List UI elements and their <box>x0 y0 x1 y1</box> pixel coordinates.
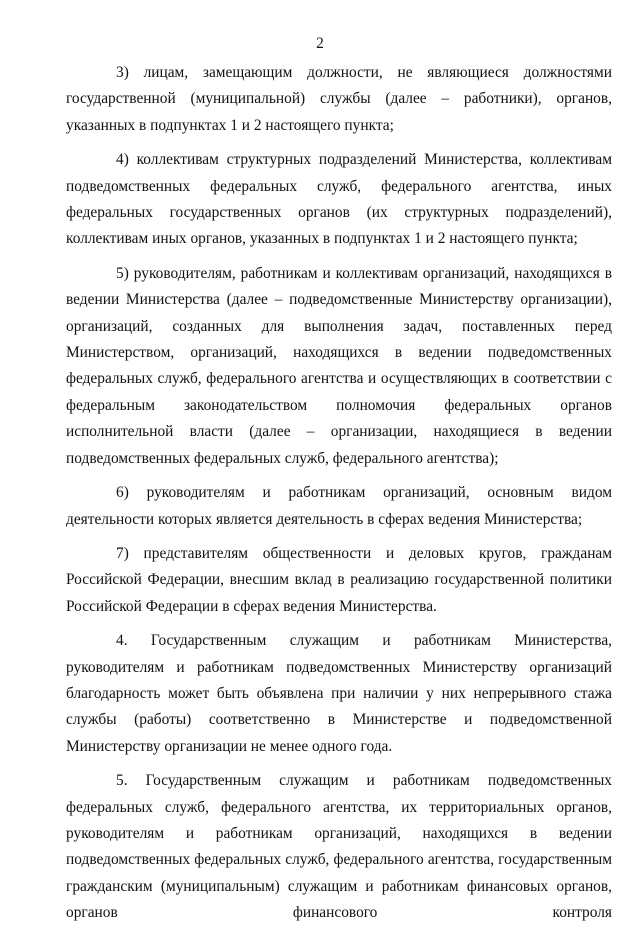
paragraph-3: 3) лицам, замещающим должности, не являющиеся должностями государственной (муниципальной) службы (далее – работники), органов, указанных в подпунктах 1 и 2 настоящего пункта; <box>66 64 612 134</box>
paragraph-5: 5) руководителям, работникам и коллективам организаций, находящихся в ведении Министерства (далее – подведомственные Министерству организации), организаций, созданных для выполнения задач, поставленных перед Министерством, организаций, находящихся в ведении подведомственных федеральных служб, федерального агентства и осуществляющих в соответствии с федеральным законодательством полномочия федеральных органов исполнительной власти (далее – организации, находящиеся в ведении подведомственных федеральных служб, федерального агентства); <box>66 264 612 467</box>
section-5-paragraph: 5. Государственным служащим и работникам подведомственных федеральных служб, федерального агентства, их территориальных органов, руководителям и работникам организаций, находящихся в ведении подведомственных федеральных служб, федерального агентства, государственным гражданским (муниципальным) служащим и работникам финансовых органов, органов финансового контроля <box>66 772 612 922</box>
paragraph-4: 4) коллективам структурных подразделений Министерства, коллективам подведомственных федеральных служб, федерального агентства, иных федеральных государственных органов (их структурных подразделений), коллективам иных органов, указанных в подпунктах 1 и 2 настоящего пункта; <box>66 151 612 248</box>
paragraph-7: 7) представителям общественности и деловых кругов, гражданам Российской Федерации, внесшим вклад в реализацию государственной политики Российской Федерации в сферах ведения Министерства. <box>66 544 612 615</box>
page-number: 2 <box>316 35 324 52</box>
paragraph-6: 6) руководителям и работникам организаций, основным видом деятельности которых является деятельность в сферах ведения Министерства; <box>66 484 612 528</box>
document-body <box>66 60 612 927</box>
section-4-paragraph: 4. Государственным служащим и работникам Министерства, руководителям и работникам подведомственных Министерству организаций благодарность может быть объявлена при наличии у них непрерывного стажа службы (работы) соответственно в Министерстве и подведомственной Министерству организации не менее одного года. <box>66 632 612 755</box>
